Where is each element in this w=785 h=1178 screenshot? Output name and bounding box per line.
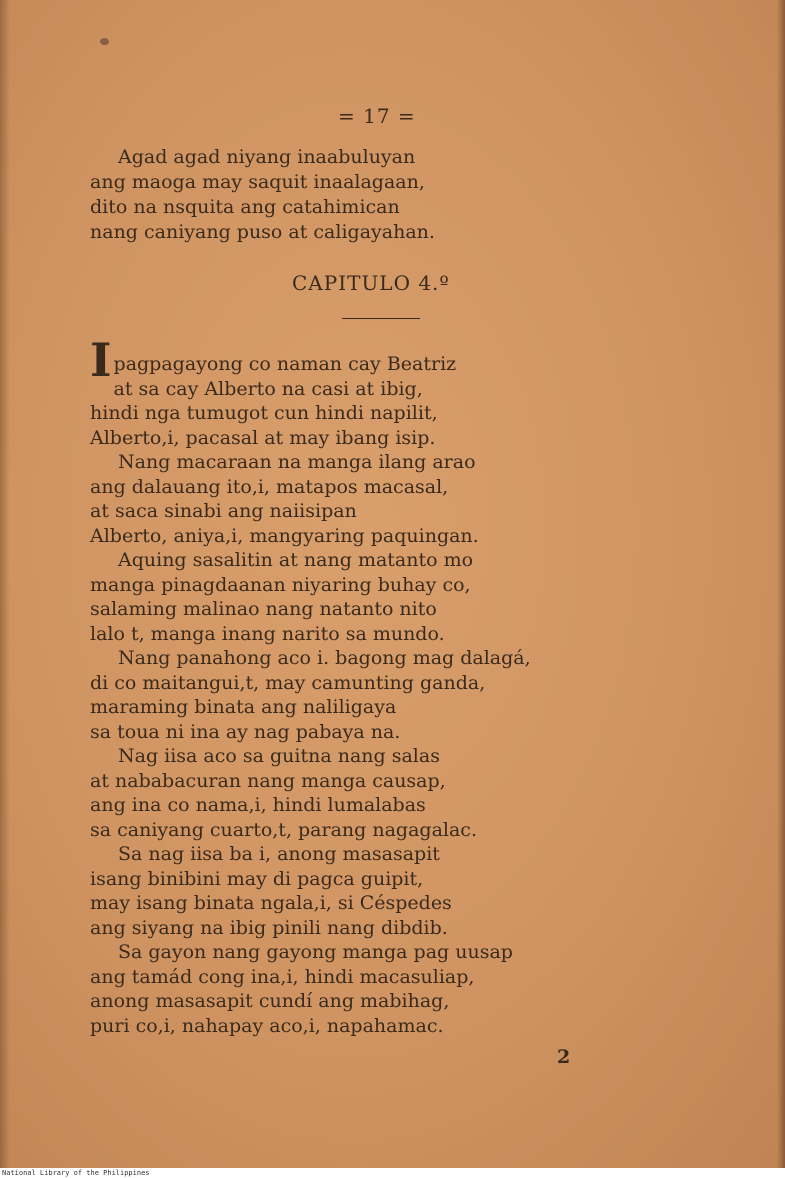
chapter-heading: CAPITULO 4.º <box>292 271 450 295</box>
stanza-line: nang caniyang puso at caligayahan. <box>90 221 435 243</box>
body-line: at saca sinabi ang naiisipan <box>90 500 357 522</box>
stanza-line: Agad agad niyang inaabuluyan <box>118 146 416 168</box>
heading-rule <box>342 318 420 319</box>
ink-speck <box>100 38 109 45</box>
body-line: maraming binata ang naliligaya <box>90 696 397 718</box>
body-line: Aquing sasalitin at nang matanto mo <box>118 549 474 571</box>
page-left-shadow <box>0 0 10 1168</box>
drop-cap: I <box>90 333 112 387</box>
body-line: di co maitangui,t, may camunting ganda, <box>90 671 486 694</box>
body-line: Alberto,i, pacasal at may ibang isip. <box>90 426 436 449</box>
page-number: = 17 = <box>338 104 416 128</box>
stanza-line: ang maoga may saquit inaalagaan, <box>90 171 425 193</box>
body-line-first <box>90 333 650 387</box>
body-line: ang ina co nama,i, hindi lumalabas <box>90 794 426 816</box>
body-line: ang dalauang ito,i, matapos macasal, <box>90 475 449 498</box>
body-line: Nag iisa aco sa guitna nang salas <box>118 745 440 767</box>
body-line: Alberto, aniya,i, mangyaring paquingan. <box>90 524 479 547</box>
body-line: ang siyang na ibig pinili nang dibdib. <box>90 916 448 939</box>
body-line: at sa cay Alberto na casi at ibig, <box>113 377 423 400</box>
chapter-body <box>90 333 650 1038</box>
body-line: Nang panahong aco i. bagong mag dalagá, <box>118 647 531 669</box>
body-line: Nang macaraan na manga ilang arao <box>118 451 476 473</box>
stanza-line: dito na nsquita ang catahimican <box>90 196 400 218</box>
body-line-text: pagpagayong co naman cay Beatriz <box>113 353 457 375</box>
body-line: Sa gayon nang gayong manga pag uusap <box>118 941 513 963</box>
body-line: hindi nga tumugot cun hindi napilit, <box>90 402 438 424</box>
body-line: sa caniyang cuarto,t, parang nagagalac. <box>90 818 477 841</box>
body-line: isang binibini may di pagca guipit, <box>90 867 424 890</box>
body-line: puri co,i, nahapay aco,i, napahamac. <box>90 1014 444 1037</box>
body-line: lalo t, manga inang narito sa mundo. <box>90 622 445 645</box>
body-line: Sa nag iisa ba i, anong masasapit <box>118 843 440 865</box>
opening-stanza <box>90 145 610 245</box>
signature-mark: 2 <box>557 1046 571 1068</box>
body-line: sa toua ni ina ay nag pabaya na. <box>90 720 401 743</box>
body-line: at nababacuran nang manga causap, <box>90 769 446 792</box>
footer-credit: National Library of the Philippines <box>2 1169 150 1177</box>
body-line: may isang binata ngala,i, si Céspedes <box>90 892 452 914</box>
page-right-shadow <box>777 0 785 1168</box>
body-line: salaming malinao nang natanto nito <box>90 598 437 620</box>
body-line: ang tamád cong ina,i, hindi macasuliap, <box>90 965 475 988</box>
body-line: manga pinagdaanan niyaring buhay co, <box>90 573 471 596</box>
body-line: anong masasapit cundí ang mabihag, <box>90 990 450 1012</box>
